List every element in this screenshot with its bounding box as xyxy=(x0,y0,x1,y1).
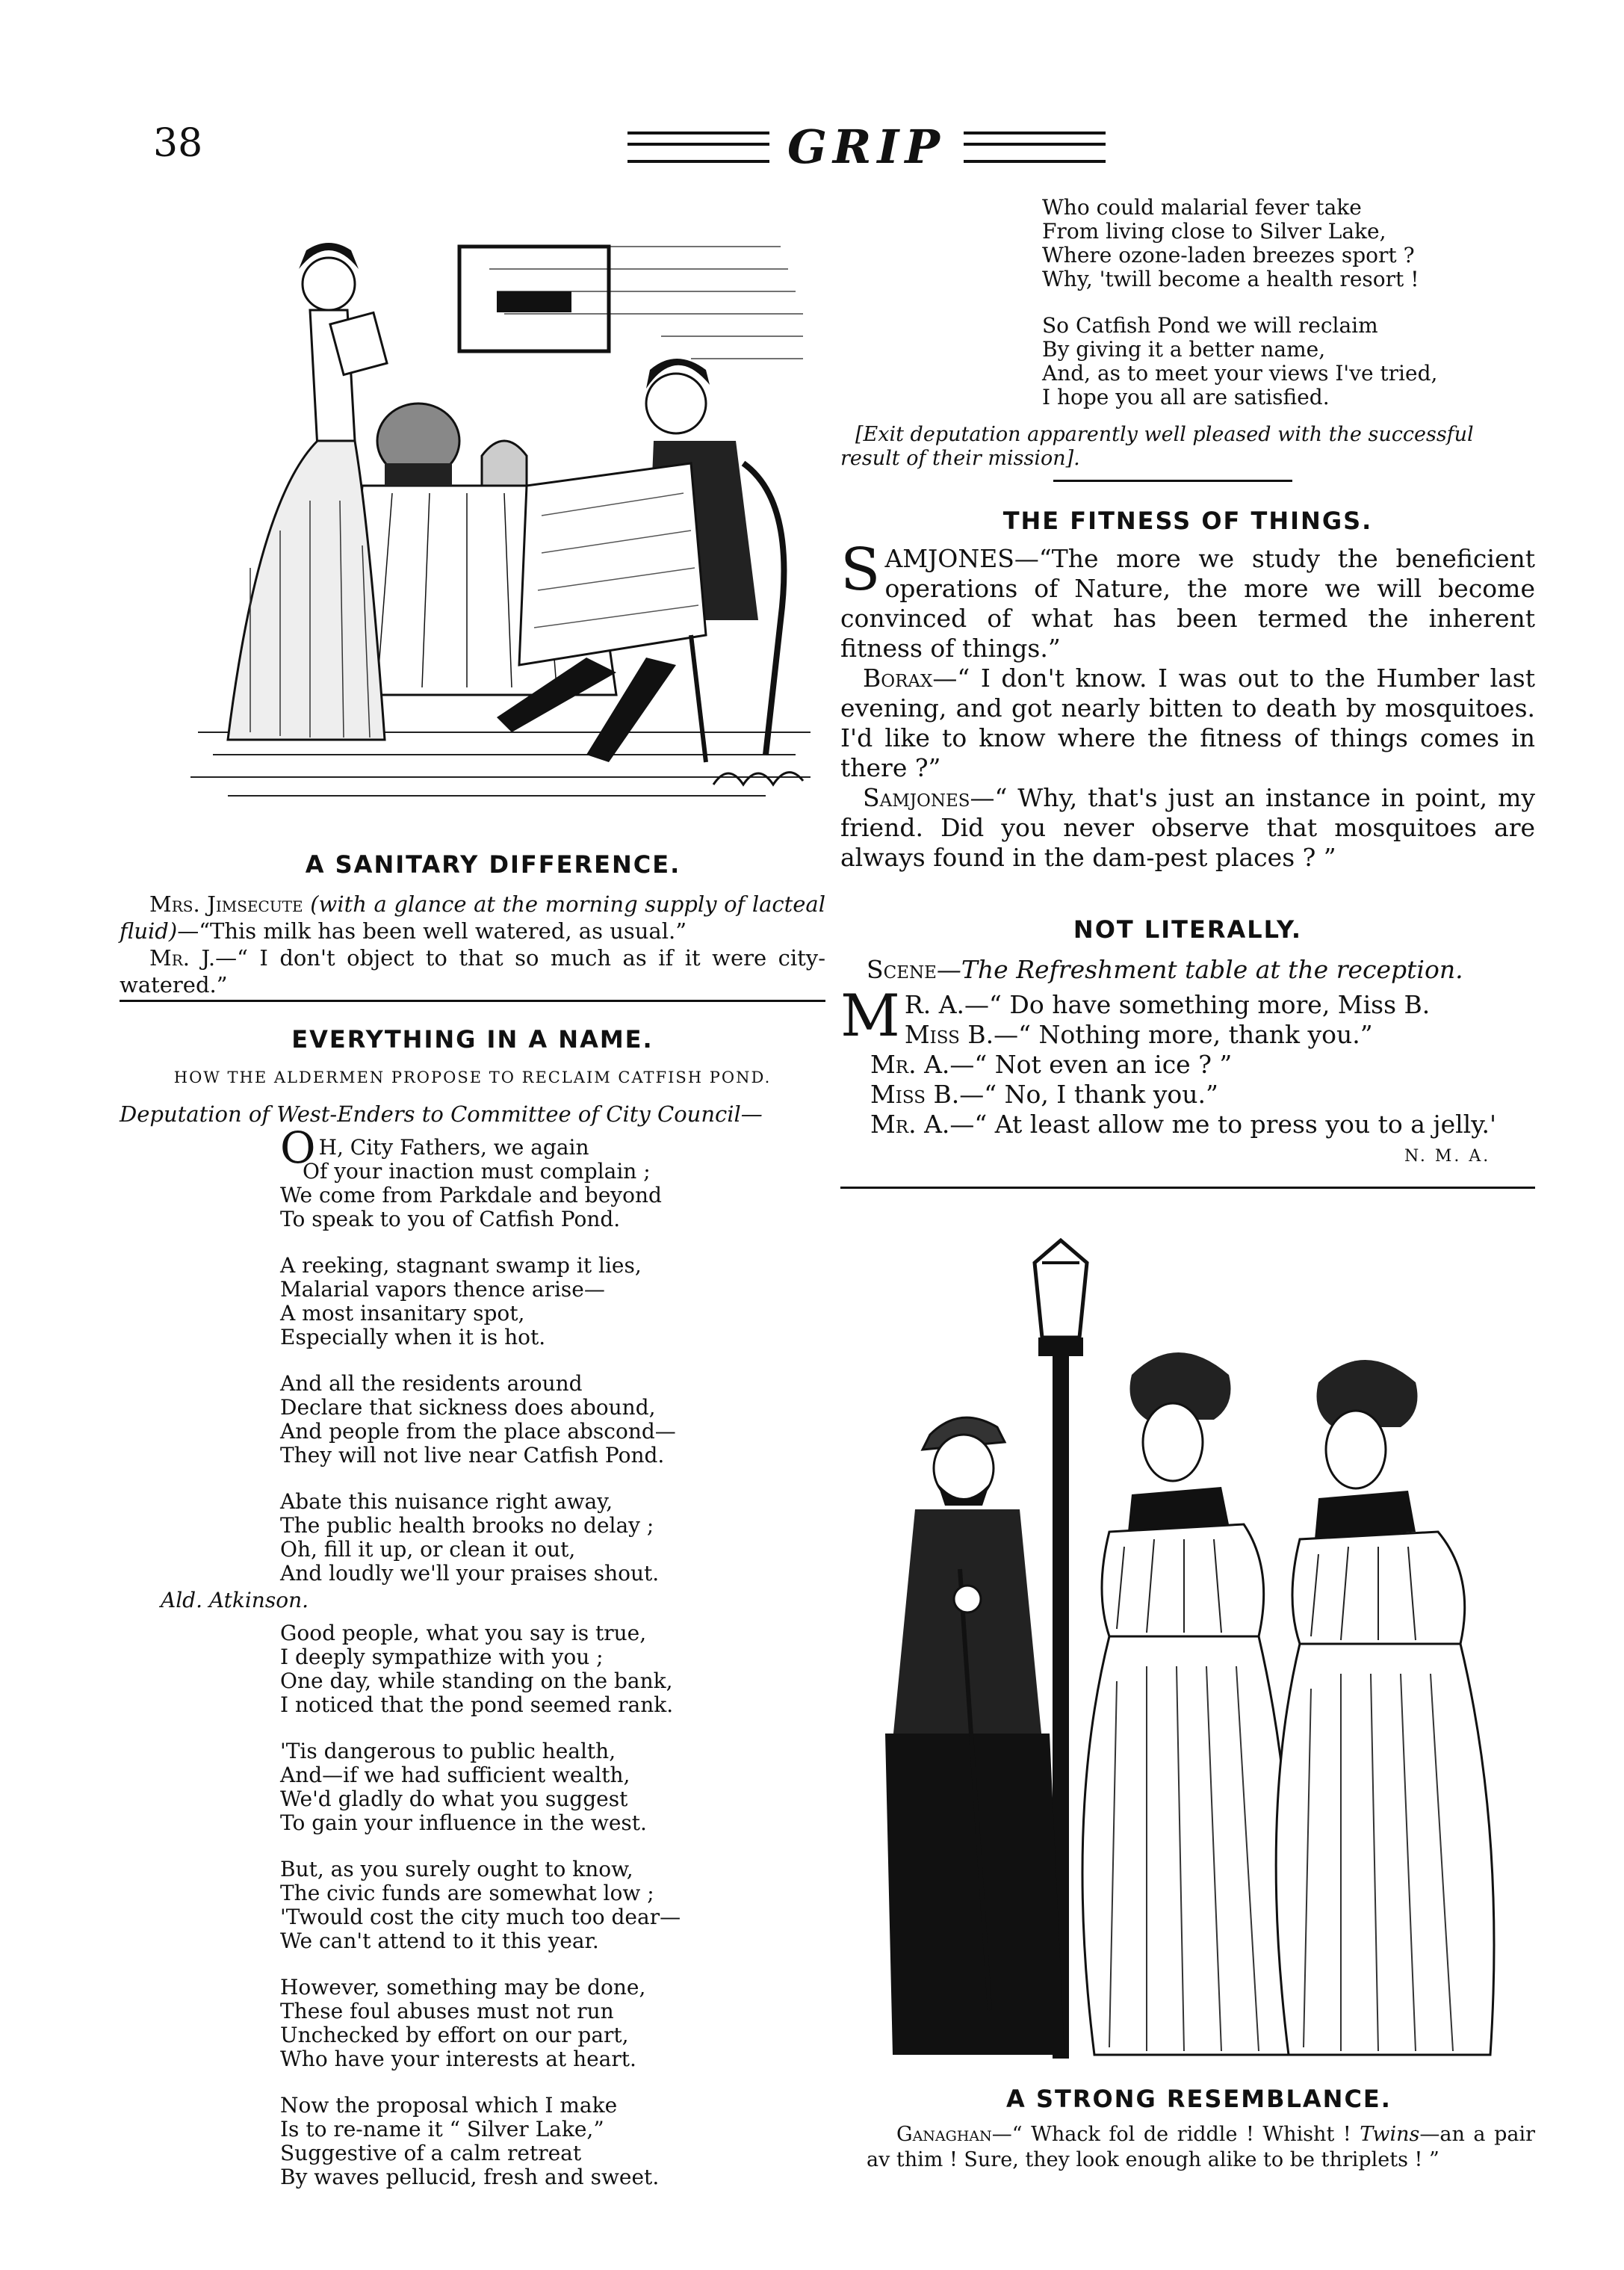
verse-line: Who have your interests at heart. xyxy=(280,2047,636,2071)
verse-line: I deeply sympathize with you ; xyxy=(280,1645,604,1669)
fitness-speaker-2: Borax xyxy=(863,664,933,693)
literally-line-5 xyxy=(840,1110,1535,1139)
verse-line: Suggestive of a calm retreat xyxy=(280,2141,582,2165)
verse-block-3 xyxy=(1042,196,1565,432)
fitness-dialogue xyxy=(840,536,1535,873)
fitness-para-3 xyxy=(840,783,1535,873)
verse-line: We'd gladly do what you suggest xyxy=(280,1787,628,1811)
sanitary-direction: (with a glance at the morning supply of lacteal fluid) xyxy=(120,891,826,944)
sanitary-heading: A SANITARY DIFFERENCE. xyxy=(305,850,681,879)
fitness-heading: THE FITNESS OF THINGS. xyxy=(1002,507,1373,535)
sanitary-dialogue xyxy=(120,891,825,998)
masthead-rule-left xyxy=(627,132,769,163)
stanza xyxy=(280,1858,803,1953)
exit-direction: [Exit deputation apparently well pleased with the successful result of their mission]. xyxy=(840,423,1474,470)
literally-scene xyxy=(867,955,1535,985)
verse-line: These foul abuses must not run xyxy=(280,1999,614,2023)
verse-line: We come from Parkdale and beyond xyxy=(280,1183,662,1207)
fitness-para-2 xyxy=(840,664,1535,783)
verse-line: Where ozone-laden breezes sport ? xyxy=(1042,243,1415,267)
stanza xyxy=(280,1621,803,1717)
literally-speaker: Miss B. xyxy=(870,1080,960,1109)
scene-text: —The Refreshment table at the reception. xyxy=(936,955,1463,984)
verse-line: The civic funds are somewhat low ; xyxy=(280,1881,654,1905)
section-divider xyxy=(840,1187,1535,1189)
everything-direction: Deputation of West-Enders to Committee of City Council— xyxy=(120,1101,763,1127)
verse-line: 'Twould cost the city much too dear— xyxy=(280,1905,681,1929)
verse-line: But, as you surely ought to know, xyxy=(280,1857,633,1881)
verse-line: To speak to you of Catfish Pond. xyxy=(280,1207,621,1231)
literally-signature: N. M. A. xyxy=(1404,1147,1491,1166)
resemblance-speaker: Ganaghan xyxy=(896,2123,992,2146)
sanitary-line-2 xyxy=(120,944,825,998)
literally-line-3 xyxy=(840,1050,1535,1080)
stanza xyxy=(280,2094,803,2189)
masthead xyxy=(627,120,1106,172)
sanitary-line-1 xyxy=(120,891,825,944)
literally-speaker: Miss B. xyxy=(904,1020,994,1049)
verse-line: By giving it a better name, xyxy=(1042,337,1326,362)
sanitary-speaker-1: Mrs. Jimsecute xyxy=(149,891,303,917)
verse-line: Who could malarial fever take xyxy=(1042,195,1362,220)
literally-dialogue xyxy=(840,983,1535,1139)
verse-line: And—if we had sufficient wealth, xyxy=(280,1763,630,1787)
sanitary-text-2: —“ I don't object to that so much as if it were city-watered.” xyxy=(120,945,825,998)
resemblance-illustration-svg xyxy=(870,1218,1528,2062)
verse-line: One day, while standing on the bank, xyxy=(280,1669,673,1693)
verse-line: Of your inaction must complain ; xyxy=(303,1159,651,1184)
literally-text: —“ Nothing more, thank you.” xyxy=(994,1020,1373,1049)
literally-line-2 xyxy=(840,1020,1535,1050)
literally-heading: NOT LITERALLY. xyxy=(1073,915,1303,944)
stanza xyxy=(1042,314,1565,409)
stanza xyxy=(280,1122,803,1231)
verse-line: I noticed that the pond seemed rank. xyxy=(280,1692,674,1717)
sanitary-illustration-svg xyxy=(168,217,825,814)
literally-speaker: Mr. A. xyxy=(870,1110,950,1139)
stanza xyxy=(280,1254,803,1349)
stanza xyxy=(280,1372,803,1468)
verse-line: Why, 'twill become a health resort ! xyxy=(1042,267,1419,291)
speaker-atkinson: Ald. Atkinson. xyxy=(161,1588,309,1612)
verse-line: And loudly we'll your praises shout. xyxy=(280,1561,660,1586)
verse-line: We can't attend to it this year. xyxy=(280,1929,599,1953)
literally-line-4 xyxy=(840,1080,1535,1110)
verse-line: And people from the place abscond— xyxy=(280,1419,676,1444)
verse-block-1 xyxy=(280,1122,803,1608)
verse-line: A most insanitary spot, xyxy=(280,1301,525,1326)
scene-label: Scene xyxy=(867,955,937,984)
verse-line: To gain your influence in the west. xyxy=(280,1810,647,1835)
fitness-text-3: —“ Why, that's just an instance in point, my friend. Did you never observe that mosquitoes are always found in the dam-pest places ? ” xyxy=(840,783,1535,872)
literally-speaker: Mr. A. xyxy=(870,1050,950,1079)
sanitary-illustration xyxy=(168,217,825,814)
section-divider xyxy=(120,1000,825,1002)
literally-text: —“ No, I thank you.” xyxy=(959,1080,1218,1109)
fitness-para-1 xyxy=(840,536,1535,664)
verse-line: They will not live near Catfish Pond. xyxy=(280,1443,665,1468)
verse-line: Good people, what you say is true, xyxy=(280,1621,647,1645)
sanitary-speaker-2: Mr. J. xyxy=(149,945,216,971)
verse-line: Unchecked by effort on our part, xyxy=(280,2023,629,2047)
fitness-text-1: —“The more we study the beneficient operations of Nature, the more we will become convinced of what has been termed the inherent fitness of things.” xyxy=(840,544,1535,663)
stanza xyxy=(280,1739,803,1835)
sanitary-text-1: —“This milk has been well watered, as usual.” xyxy=(177,918,687,944)
verse-line: By waves pellucid, fresh and sweet. xyxy=(280,2165,660,2189)
verse-line: Oh, fill it up, or clean it out, xyxy=(280,1537,576,1562)
verse-line: And, as to meet your views I've tried, xyxy=(1042,361,1438,386)
verse-line: 'Tis dangerous to public health, xyxy=(280,1739,616,1763)
verse-line: Especially when it is hot. xyxy=(280,1325,546,1349)
resemblance-text-1: —“ Whack fol de riddle ! Whisht ! xyxy=(991,2123,1360,2146)
resemblance-heading: A STRONG RESEMBLANCE. xyxy=(1006,2085,1392,2113)
literally-text: —“ Not even an ice ? ” xyxy=(949,1050,1233,1079)
literally-text: —“ At least allow me to press you to a jelly.' xyxy=(949,1110,1497,1139)
fitness-speaker-1: AMJONES xyxy=(884,544,1014,573)
resemblance-text-2: —an a pair av thim ! Sure, they look enough alike to be thriplets ! ” xyxy=(867,2123,1535,2171)
masthead-rule-right xyxy=(964,132,1106,163)
stanza xyxy=(280,1976,803,2071)
drop-cap: O xyxy=(280,1122,316,1173)
literally-speaker: R. A. xyxy=(904,990,965,1019)
resemblance-caption xyxy=(867,2122,1535,2173)
verse-line: A reeking, stagnant swamp it lies, xyxy=(280,1253,642,1278)
masthead-title: GRIP xyxy=(787,120,946,174)
verse-line: Malarial vapors thence arise— xyxy=(280,1277,605,1302)
short-divider xyxy=(1053,480,1292,482)
verse-line: Abate this nuisance right away, xyxy=(280,1489,613,1514)
verse-line: The public health brooks no delay ; xyxy=(280,1513,654,1538)
resemblance-twins: Twins xyxy=(1360,2123,1420,2146)
literally-text: —“ Do have something more, Miss B. xyxy=(964,990,1431,1019)
verse-line: However, something may be done, xyxy=(280,1975,646,2000)
stanza xyxy=(1042,196,1565,291)
everything-subheading: HOW THE ALDERMEN PROPOSE TO RECLAIM CATFISH POND. xyxy=(173,1068,772,1086)
verse-line: Is to re-name it “ Silver Lake,” xyxy=(280,2117,604,2141)
verse-block-2 xyxy=(280,1621,803,2212)
page-number: 38 xyxy=(153,121,203,166)
verse-line: I hope you all are satisfied. xyxy=(1042,385,1330,409)
verse-line: Now the proposal which I make xyxy=(280,2093,618,2118)
drop-cap: M xyxy=(840,983,900,1050)
verse-line: Declare that sickness does abound, xyxy=(280,1395,656,1420)
fitness-text-2: —“ I don't know. I was out to the Humber last evening, and got nearly bitten to death by mosquitoes. I'd like to know where the fitness of things comes in there ?” xyxy=(840,664,1535,782)
resemblance-illustration xyxy=(870,1218,1528,2062)
verse-line: From living close to Silver Lake, xyxy=(1042,219,1386,244)
verse-line: And all the residents around xyxy=(280,1371,583,1396)
everything-heading: EVERYTHING IN A NAME. xyxy=(291,1025,654,1054)
stanza xyxy=(280,1490,803,1586)
fitness-speaker-3: Samjones xyxy=(863,783,970,812)
drop-cap: S xyxy=(840,536,881,604)
verse-line: O H, City Fathers, we again xyxy=(280,1122,589,1173)
verse-line: So Catfish Pond we will reclaim xyxy=(1042,313,1378,338)
